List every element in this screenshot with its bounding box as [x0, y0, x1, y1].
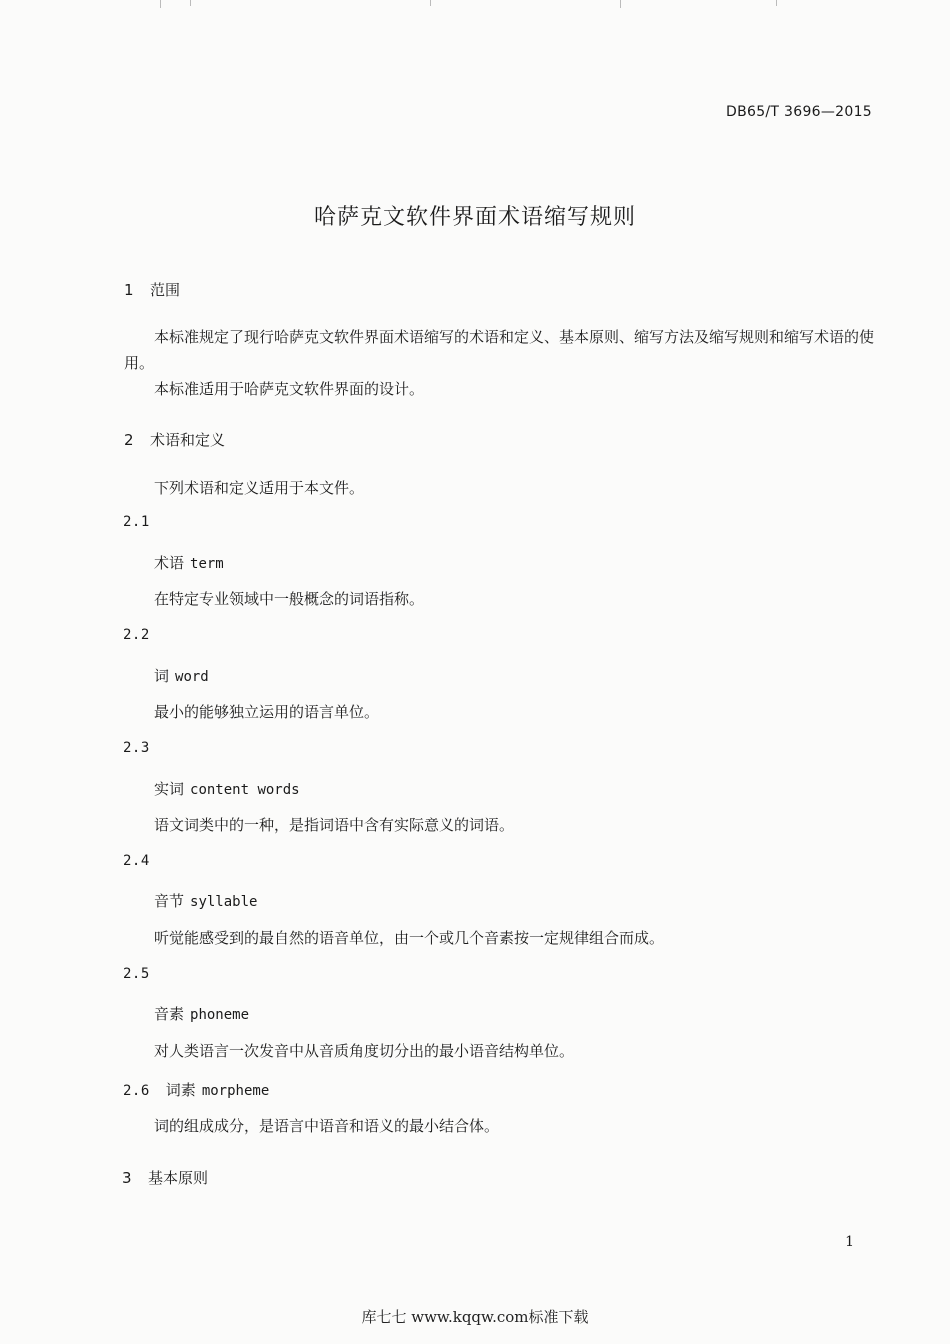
term-definition: 最小的能够独立运用的语言单位。	[154, 703, 380, 721]
term-english: term	[190, 556, 224, 572]
term-english: morpheme	[201, 1083, 270, 1099]
term-number: 2.4	[123, 853, 150, 869]
section-1-paragraph-1: 本标准规定了现行哈萨克文软件界面术语缩写的术语和定义、基本原则、缩写方法及缩写规则和缩写术语的使用。	[124, 328, 875, 372]
page-number: 1	[845, 1234, 854, 1250]
section-number: 1	[124, 281, 134, 299]
section-3-heading	[122, 1167, 208, 1188]
term-definition: 对人类语言一次发音中从音质角度切分出的最小语音结构单位。	[154, 1042, 575, 1060]
section-1-paragraph-2: 本标准适用于哈萨克文软件界面的设计。	[154, 380, 425, 398]
term-number: 2.1	[123, 514, 150, 530]
term-entry	[154, 552, 224, 573]
scan-mark	[430, 0, 431, 6]
term-number: 2.2	[123, 627, 150, 643]
term-english: syllable	[190, 894, 258, 910]
term-entry	[154, 1003, 249, 1024]
term-number: 2.3	[123, 740, 150, 756]
term-entry	[123, 1079, 269, 1100]
standard-code: DB65/T 3696—2015	[726, 104, 872, 120]
scan-mark	[190, 0, 191, 6]
term-chinese: 音素	[154, 1005, 185, 1023]
term-number: 2.6	[123, 1083, 150, 1099]
term-definition: 词的组成成分，是语言中语音和语义的最小结合体。	[154, 1117, 500, 1135]
term-chinese: 音节	[154, 892, 185, 910]
document-title: 哈萨克文软件界面术语缩写规则	[313, 205, 636, 230]
section-title: 术语和定义	[150, 431, 226, 449]
term-entry	[154, 665, 209, 686]
section-number: 3	[122, 1169, 132, 1187]
term-chinese: 术语	[154, 554, 185, 572]
footer-watermark: 库七七 www.kqqw.com标准下载	[361, 1308, 589, 1326]
term-chinese: 词	[154, 667, 170, 685]
term-chinese: 实词	[154, 780, 185, 798]
section-2-intro: 下列术语和定义适用于本文件。	[154, 479, 365, 497]
term-definition: 语文词类中的一种，是指词语中含有实际意义的词语。	[154, 816, 515, 834]
term-definition: 听觉能感受到的最自然的语音单位，由一个或几个音素按一定规律组合而成。	[154, 929, 665, 947]
section-title: 基本原则	[148, 1169, 209, 1187]
term-english: content words	[190, 782, 300, 798]
section-number: 2	[124, 431, 134, 449]
scan-mark	[776, 0, 777, 6]
section-2-heading	[124, 429, 225, 450]
term-entry	[154, 890, 257, 911]
section-title: 范围	[150, 281, 181, 299]
section-1-heading	[124, 279, 180, 300]
term-english: phoneme	[190, 1007, 250, 1023]
term-definition: 在特定专业领域中一般概念的词语指称。	[154, 590, 425, 608]
term-number: 2.5	[123, 966, 150, 982]
term-chinese: 词素	[165, 1081, 196, 1099]
scan-mark	[160, 0, 161, 8]
scan-mark	[620, 0, 621, 8]
term-english: word	[175, 669, 209, 685]
term-entry	[154, 778, 300, 799]
